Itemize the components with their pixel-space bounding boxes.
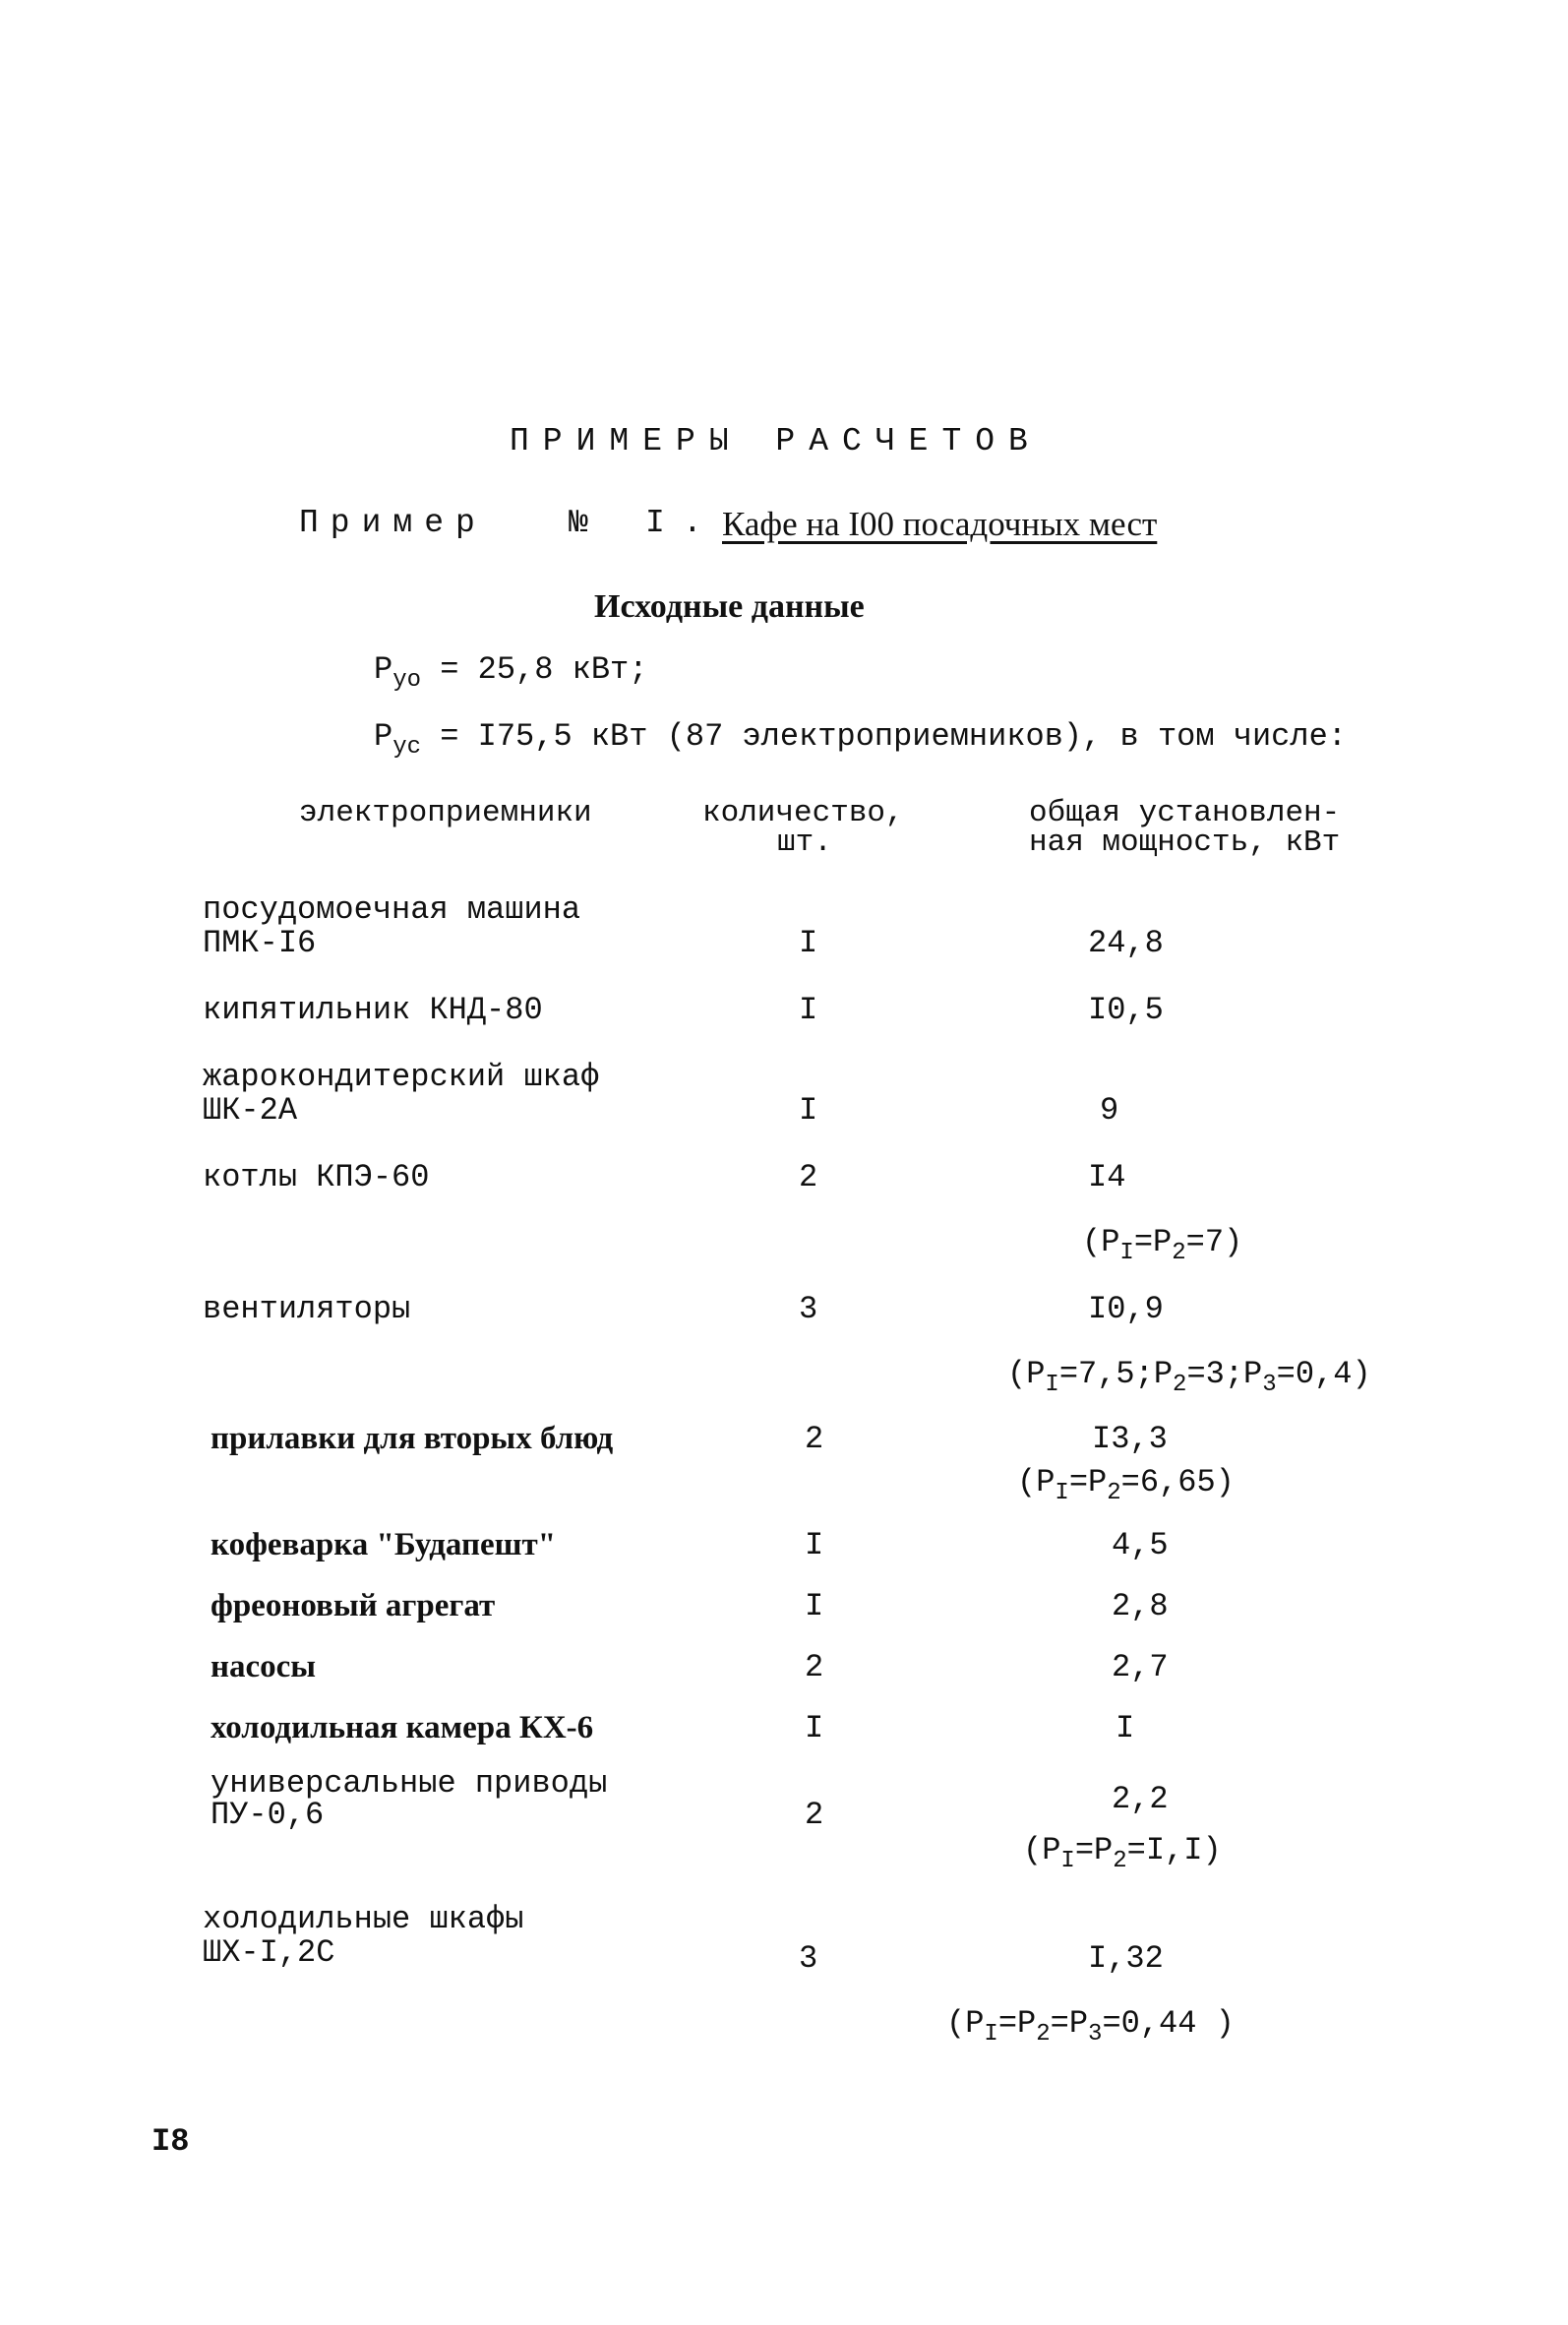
col-header-power-unit: ная мощность, кВт — [1029, 826, 1341, 860]
row-power-breakdown: ($P_I=P_2=P_3=0,44$ ) — [946, 2005, 1235, 2048]
row-power: 24,8 — [1088, 925, 1164, 961]
row-name: насосы — [211, 1649, 317, 1684]
row-name: кофеварка "Будапешт" — [211, 1527, 557, 1562]
row-power: 2,2 — [1112, 1781, 1169, 1817]
row-name: жарокондитерский шкаф — [203, 1059, 600, 1095]
row-qty: 3 — [799, 1291, 818, 1327]
row-name-model: ПУ-0,6 — [211, 1797, 325, 1833]
page-number: I8 — [151, 2123, 190, 2160]
col-header-power: общая установлен- — [1029, 796, 1341, 830]
row-qty: I — [805, 1588, 824, 1624]
row-power-breakdown: $(P_I=P_2=6,65)$ — [1017, 1464, 1235, 1506]
row-name: котлы КПЭ-60 — [203, 1159, 430, 1195]
row-name-model: ШХ-I,2С — [203, 1934, 335, 1971]
example-title: Кафе на I00 посадочных мест — [722, 505, 1158, 543]
row-qty: I — [805, 1527, 824, 1563]
row-name-model: ПМК-I6 — [203, 925, 317, 961]
example-dot: . — [683, 505, 702, 541]
row-name: кипятильник КНД-80 — [203, 992, 543, 1028]
row-power: I,32 — [1088, 1940, 1164, 1977]
example-number-sign: № — [569, 505, 588, 541]
row-qty: 3 — [799, 1940, 818, 1977]
row-qty: 2 — [805, 1649, 824, 1685]
example-number: I — [645, 505, 665, 541]
row-qty: 2 — [799, 1159, 818, 1195]
row-name: холодильные шкафы — [203, 1901, 524, 1937]
row-power-breakdown: $(P_I=P_2=7)$ — [1082, 1224, 1243, 1266]
page-heading: ПРИМЕРЫ РАСЧЕТОВ — [510, 423, 1042, 459]
row-name: вентиляторы — [203, 1291, 411, 1327]
row-power: 9 — [1100, 1092, 1119, 1129]
row-name: прилавки для вторых блюд — [211, 1421, 614, 1456]
formula-p-yo: $P_{yo} = 25,8$ кВт; — [374, 651, 648, 694]
row-name-model: ШК-2А — [203, 1092, 298, 1129]
example-label: Пример — [299, 505, 487, 541]
row-power: I — [1116, 1710, 1135, 1746]
row-power-breakdown: $(P_I=P_2=I,I)$ — [1023, 1832, 1222, 1874]
row-qty: I — [799, 1092, 818, 1129]
formula-p-yc: $P_{yc} = I75,5$ кВт (87 электроприемников), в том числе: — [374, 718, 1347, 761]
row-name: универсальные приводы — [211, 1765, 608, 1802]
row-name: холодильная камера КХ-6 — [211, 1710, 594, 1745]
col-header-quantity: количество, — [702, 796, 904, 830]
row-name: фреоновый агрегат — [211, 1588, 496, 1623]
col-header-receivers: электроприемники — [299, 796, 592, 830]
initial-data-title: Исходные данные — [594, 588, 865, 625]
row-qty: 2 — [805, 1421, 824, 1457]
row-power: 2,7 — [1112, 1649, 1169, 1685]
row-name: посудомоечная машина — [203, 891, 581, 928]
row-qty: I — [799, 925, 818, 961]
row-power: 4,5 — [1112, 1527, 1169, 1563]
row-power: I3,3 — [1092, 1421, 1168, 1457]
row-power: I0,5 — [1088, 992, 1164, 1028]
col-header-quantity-unit: шт. — [777, 826, 832, 860]
row-power: I0,9 — [1088, 1291, 1164, 1327]
row-qty: 2 — [805, 1797, 824, 1833]
row-power-breakdown: $(P_I=7,5;P_2=3;P_3=0,4)$ — [1007, 1356, 1371, 1398]
row-power: I4 — [1088, 1159, 1126, 1195]
row-qty: I — [799, 992, 818, 1028]
row-power: 2,8 — [1112, 1588, 1169, 1624]
row-qty: I — [805, 1710, 824, 1746]
